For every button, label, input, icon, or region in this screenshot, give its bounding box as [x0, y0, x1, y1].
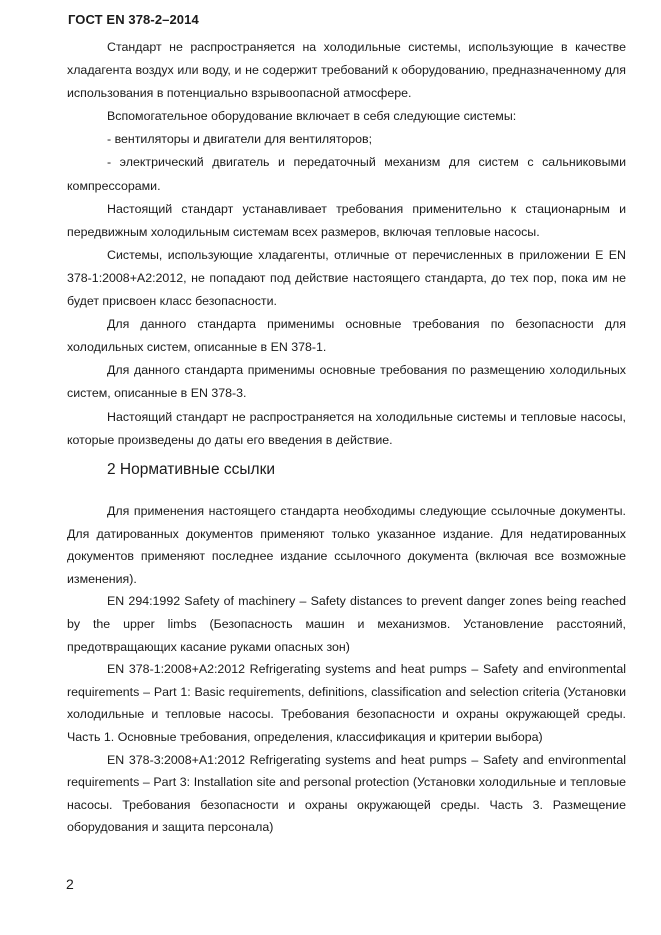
page-number: 2: [66, 876, 74, 892]
scope-paragraph: Стандарт не распространяется на холодильные системы, использующие в качестве хладагента воздух или воду, и не содержит требований к оборудованию, предназначенному для использования в потенциально взрывоопасной атмосфере.: [67, 40, 626, 101]
scope-paragraph: Настоящий стандарт устанавливает требования применительно к стационарным и передвижным холодильным системам всех размеров, включая тепловые насосы.: [67, 201, 626, 239]
reference-entry-en-294: EN 294:1992 Safety of machinery – Safety distances to prevent danger zones being reached by the upper limbs (Безопасность машин и механизмов. Установление расстояний, предотвращающих касание руками опасных зон): [67, 594, 626, 654]
scope-list-item: - электрический двигатель и передаточный механизм для систем с сальниковыми компрессорами.: [67, 155, 626, 193]
reference-entry-en-378-3: EN 378-3:2008+A1:2012 Refrigerating systems and heat pumps – Safety and environmental requirements – Part 3: Installation site and personal protection (Установки холодильные и тепловые насосы. Требования безопасности и охраны окружающей среды. Часть 3. Размещение оборудования и защита персонала): [67, 752, 626, 835]
document-header-id: ГОСТ EN 378-2–2014: [68, 12, 199, 27]
scope-paragraph: Для данного стандарта применимы основные требования по размещению холодильных систем, описанные в EN 378-3.: [67, 363, 626, 401]
references-text-block: [67, 500, 626, 839]
section-heading-normative-references: 2 Нормативные ссылки: [107, 461, 276, 478]
scope-paragraph: Для данного стандарта применимы основные требования по безопасности для холодильных систем, описанные в EN 378-1.: [67, 317, 626, 355]
reference-entry-en-378-1: EN 378-1:2008+A2:2012 Refrigerating systems and heat pumps – Safety and environmental requirements – Part 1: Basic requirements, definitions, classification and selection criteria (Установки холодильные и тепловые насосы. Требования безопасности и охраны окружающей среды. Часть 1. Основные требования, определения, классификация и критерии выбора): [67, 662, 626, 744]
scope-text-block: [67, 36, 626, 452]
references-intro-paragraph: Для применения настоящего стандарта необходимы следующие ссылочные документы. Для датированных документов применяют только указанное издание. Для недатированных документов применяют последнее издание ссылочного документа (включая все возможные изменения).: [67, 504, 626, 586]
scope-paragraph: Системы, использующие хладагенты, отличные от перечисленных в приложении Е EN 378-1:2008+A2:2012, не попадают под действие настоящего стандарта, до тех пор, пока им не будет присвоен класс безопасности.: [67, 247, 626, 309]
scope-paragraph: Вспомогательное оборудование включает в себя следующие системы:: [107, 109, 517, 124]
scope-paragraph: Настоящий стандарт не распространяется на холодильные системы и тепловые насосы, которые произведены до даты его введения в действие.: [67, 409, 626, 447]
scope-list-item: - вентиляторы и двигатели для вентиляторов;: [107, 132, 373, 147]
